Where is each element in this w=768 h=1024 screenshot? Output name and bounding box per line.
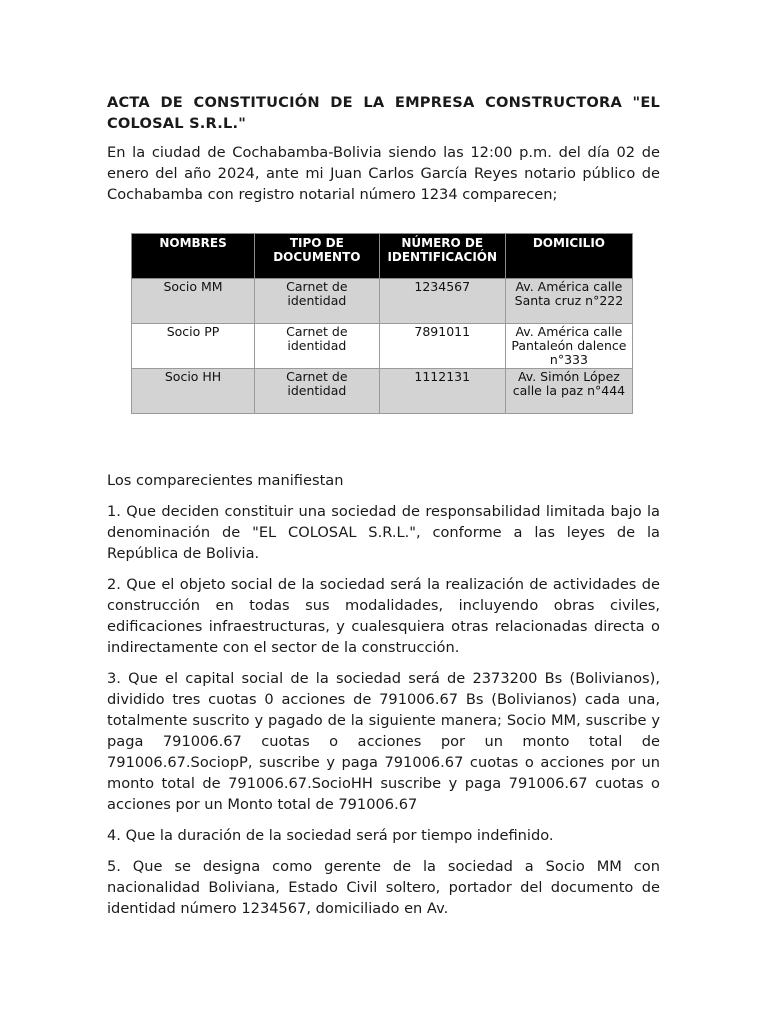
cell-nombre: Socio PP — [132, 324, 255, 369]
cell-domicilio: Av. América calle Santa cruz n°222 — [505, 279, 632, 324]
cell-tipo: Carnet de identidad — [255, 279, 380, 324]
cell-domicilio: Av. Simón López calle la paz n°444 — [505, 369, 632, 414]
header-nombres: NOMBRES — [132, 234, 255, 279]
socios-table — [131, 233, 633, 414]
cell-numero: 7891011 — [379, 324, 505, 369]
table-row — [132, 369, 633, 414]
cell-domicilio: Av. América calle Pantaleón dalence n°333 — [505, 324, 632, 369]
cell-tipo: Carnet de identidad — [255, 324, 380, 369]
intro-paragraph: En la ciudad de Cochabamba-Bolivia siendo las 12:00 p.m. del día 02 de enero del año 2024, ante mi Juan Carlos García Reyes notario público de Cochabamba con registro notarial número 1234 comparecen; — [107, 144, 660, 203]
clause-5: 5. Que se designa como gerente de la sociedad a Socio MM con nacionalidad Boliviana, Estado Civil soltero, portador del documento de identidad número 1234567, domiciliado en Av. — [107, 858, 660, 917]
clause-4: 4. Que la duración de la sociedad será por tiempo indefinido. — [107, 827, 554, 844]
cell-nombre: Socio HH — [132, 369, 255, 414]
clause-1: 1. Que deciden constituir una sociedad de responsabilidad limitada bajo la denominación de "EL COLOSAL S.R.L.", conforme a las leyes de la República de Bolivia. — [107, 503, 660, 562]
table-row — [132, 279, 633, 324]
lead-paragraph: Los comparecientes manifiestan — [107, 472, 344, 489]
socios-table-image — [131, 233, 633, 414]
cell-nombre: Socio MM — [132, 279, 255, 324]
clause-3: 3. Que el capital social de la sociedad será de 2373200 Bs (Bolivianos), dividido tres cuotas 0 acciones de 791006.67 Bs (Bolivianos) cada una, totalmente suscrito y pagado de la siguiente manera; Socio MM, suscribe y paga 791006.67 cuotas o acciones por un monto total de 791006.67.SociopP, suscribe y paga 791006.67 cuotas o acciones por un monto total de 791006.67.SocioHH suscribe y paga 791006.67 cuotas o acciones por un Monto total de 791006.67 — [107, 670, 660, 813]
clause-2: 2. Que el objeto social de la sociedad será la realización de actividades de construcción en todas sus modalidades, incluyendo obras civiles, edificaciones infraestructuras, y cualesquiera otras relacionadas directa o indirectamente con el sector de la construcción. — [107, 576, 660, 656]
document-header — [107, 92, 660, 215]
table-header-row — [132, 234, 633, 279]
header-tipo-documento: TIPO DE DOCUMENTO — [255, 234, 380, 279]
cell-numero: 1112131 — [379, 369, 505, 414]
table-row — [132, 324, 633, 369]
header-numero-identificacion: NÚMERO DE IDENTIFICACIÓN — [379, 234, 505, 279]
cell-tipo: Carnet de identidad — [255, 369, 380, 414]
document-title: ACTA DE CONSTITUCIÓN DE LA EMPRESA CONSTRUCTORA "EL COLOSAL S.R.L." — [107, 94, 660, 132]
header-domicilio: DOMICILIO — [505, 234, 632, 279]
cell-numero: 1234567 — [379, 279, 505, 324]
document-body — [107, 470, 660, 929]
